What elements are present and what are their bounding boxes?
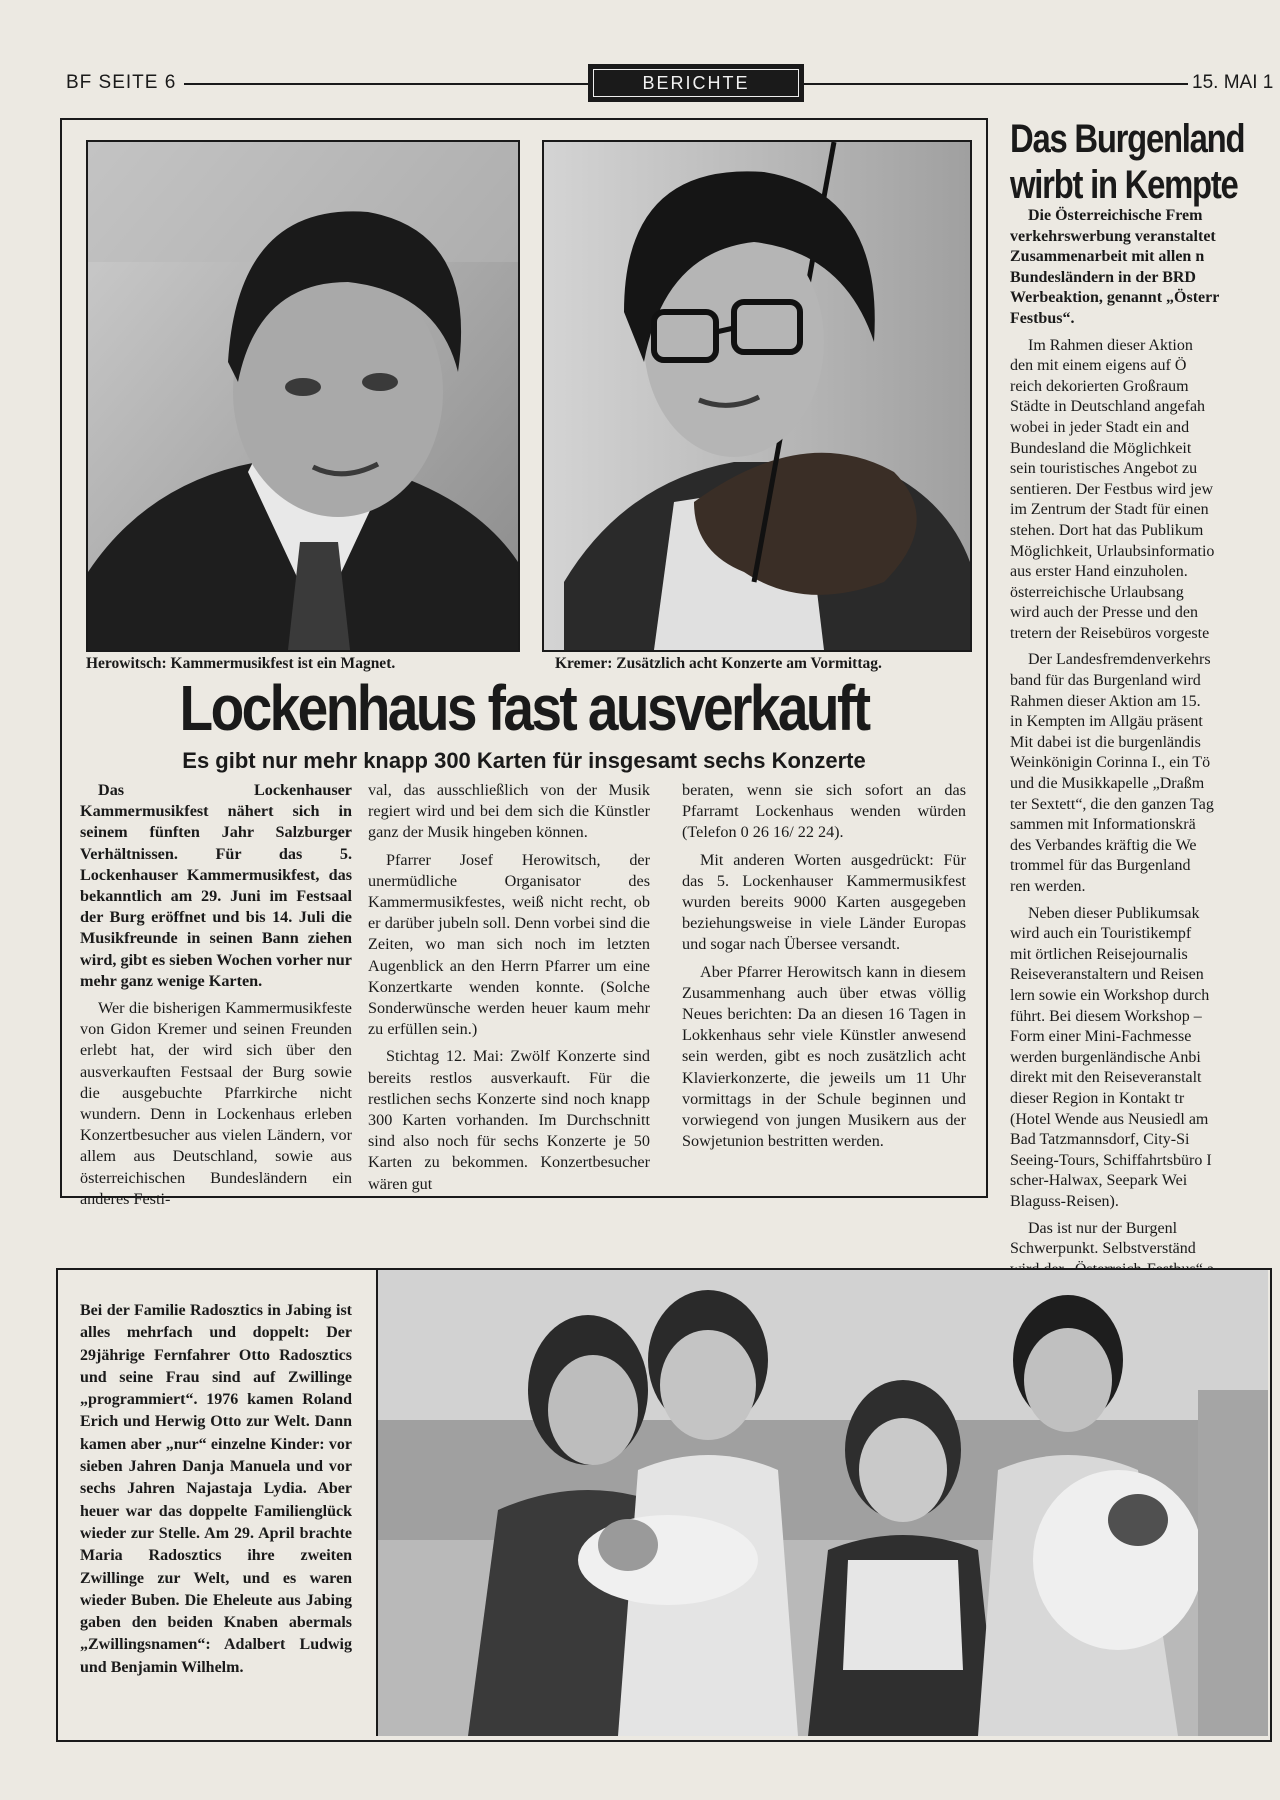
header-rule-left <box>184 83 588 85</box>
article-paragraph: val, das ausschließlich von der Musik regiert wird und bei dem sich die Künstler ganz der Musik hingeben können. <box>368 781 650 842</box>
text-line: Neben dieser Publikumsak <box>1028 904 1200 922</box>
text-line: Seeing-Tours, Schiffahrtsbüro I <box>1010 1151 1212 1169</box>
page-label: BF SEITE 6 <box>66 72 177 93</box>
text-line: Rahmen dieser Aktion am 15. <box>1010 692 1201 710</box>
text-line: direkt mit den Reiseveranstalt <box>1010 1069 1202 1087</box>
text-line: stehen. Dort hat das Publikum <box>1010 521 1204 539</box>
text-line: Werbeaktion, genannt „Österr <box>1010 289 1220 307</box>
text-line: Form einer Mini-Fachmesse <box>1010 1028 1192 1046</box>
text-line: Mit dabei ist die burgenländis <box>1010 733 1201 751</box>
text-line: wobei in jeder Stadt ein and <box>1010 418 1190 436</box>
text-line: Zusammenarbeit mit allen n <box>1010 248 1205 266</box>
text-line: Die Österreichische Frem <box>1028 207 1203 224</box>
text-line: ter Sextett“, die den ganzen Tag <box>1010 795 1214 813</box>
text-line: Schwerpunkt. Selbstverständ <box>1010 1240 1196 1258</box>
text-line: trommel für das Burgenland <box>1010 857 1191 875</box>
text-line: Bundesländern in der BRD <box>1010 268 1196 286</box>
text-line: sein touristisches Angebot zu <box>1010 460 1198 478</box>
text-line: des Verbandes kräftig die We <box>1010 836 1197 854</box>
text-line: aus erster Hand einzuholen. <box>1010 563 1188 581</box>
text-line: reich dekorierten Großraum <box>1010 377 1189 395</box>
text-line: in Kempten im Allgäu präsent <box>1010 713 1203 731</box>
text-line: wird auch ein Touristikempf <box>1010 925 1192 943</box>
text-line: führt. Bei diesem Workshop – <box>1010 1007 1202 1025</box>
text-line: Der Landesfremdenverkehrs <box>1028 651 1211 669</box>
photo-caption-herowitsch: Herowitsch: Kammermusikfest ist ein Magnet. <box>86 655 396 672</box>
article-paragraph: beraten, wenn sie sich sofort an das Pfarramt Lockenhaus wenden würden (Telefon 0 26 16/ 22 24). <box>682 781 966 842</box>
article-column-3 <box>682 780 966 1158</box>
text-line: sentieren. Der Festbus wird jew <box>1010 480 1214 498</box>
text-line: scher-Halwax, Seepark Wei <box>1010 1172 1188 1190</box>
portrait-photo-herowitsch <box>86 140 520 652</box>
portrait-photo-kremer-violin <box>542 140 972 652</box>
article-column-1 <box>80 780 352 1216</box>
side-paragraph <box>1010 650 1280 897</box>
side-article-body <box>1010 206 1280 1389</box>
text-line: wird auch der Presse und den <box>1010 604 1198 622</box>
header-rule-right <box>800 83 1188 85</box>
side-paragraph <box>1010 904 1280 1213</box>
text-line: mit örtlichen Reisejournalis <box>1010 945 1188 963</box>
section-label: BERICHTE <box>593 69 799 97</box>
text-line: Weinkönigin Corinna I., ein Tö <box>1010 754 1211 772</box>
text-line: werden burgenländische Anbi <box>1010 1048 1201 1066</box>
photo-caption-kremer: Kremer: Zusätzlich acht Konzerte am Vormittag. <box>555 655 882 672</box>
family-story-text <box>80 1300 352 1679</box>
side-headline <box>1010 116 1245 208</box>
side-headline-line: wirbt in Kempte <box>1010 163 1238 207</box>
text-line: band für das Burgenland wird <box>1010 672 1201 690</box>
text-line: Im Rahmen dieser Aktion <box>1028 336 1193 354</box>
text-line: Möglichkeit, Urlaubsinformatio <box>1010 542 1215 560</box>
text-line: Das ist nur der Burgenl <box>1028 1219 1178 1237</box>
side-headline-line: Das Burgenland <box>1010 117 1245 161</box>
text-line: Blaguss-Reisen). <box>1010 1192 1119 1210</box>
family-photo-children <box>376 1270 1268 1736</box>
article-paragraph: Pfarrer Josef Herowitsch, der unermüdliche Organisator des Kammermusikfestes, weiß nicht recht, ob er darüber jubeln soll. Denn vorbei sind die Zeiten, wo man sich noch im letzten Augenblick an den Herrn Pfarrer um eine Konzertkarte wenden konnte. (Solche Sonderwünsche werden heuer kaum mehr zu erfüllen sein.) <box>368 850 650 1039</box>
text-line: sammen mit Informationskrä <box>1010 816 1196 834</box>
text-line: Bundesland die Möglichkeit <box>1010 439 1192 457</box>
text-line: den mit einem eigens auf Ö <box>1010 357 1187 375</box>
text-line: ren werden. <box>1010 878 1086 895</box>
text-line: verkehrswerbung veranstaltet <box>1010 227 1216 245</box>
family-story-paragraph: Bei der Familie Radosztics in Jabing ist alles mehrfach und doppelt: Der 29jährige Fernfahrer Otto Radosztics und seine Frau sind auf Zwillinge „programmiert“. 1976 kamen Roland Erich und Herwig Otto zur Welt. Dann kamen aber „nur“ einzelne Kinder: vor sieben Jahren Danja Manuela und vor sechs Jahren Najastaja Lydia. Aber heuer war das doppelte Familienglück wieder zur Stelle. Am 29. April brachte Maria Radosztics ihre zweiten Zwillinge zur Welt, und es waren wieder Buben. Die Eheleute aus Jabing gaben den beiden Knaben abermals „Zwillingsnamen“: Adalbert Ludwig und Benjamin Wilhelm. <box>80 1302 352 1676</box>
section-banner <box>588 64 804 102</box>
article-column-2 <box>368 780 650 1201</box>
text-line: Festbus“. <box>1010 309 1075 327</box>
text-line: Städte in Deutschland angefah <box>1010 398 1206 416</box>
article-paragraph: Aber Pfarrer Herowitsch kann in diesem Zusammenhang auch über etwas völlig Neues berichten: Da an diesen 16 Tagen in Lokkenhaus sehr viele Künstler anwesend sein werden, gibt es noch zusätzlich acht Klavierkonzerte, die jeweils um 11 Uhr vormittags in der Schule beginnen und vorwiegend von jungen Musikern aus der Sowjetunion bestritten werden. <box>682 962 966 1151</box>
text-line: lern sowie ein Workshop durch <box>1010 986 1210 1004</box>
text-line: (Hotel Wende aus Neusiedl am <box>1010 1110 1209 1128</box>
text-line: im Zentrum der Stadt für einen <box>1010 501 1209 519</box>
text-line: Bad Tatzmannsdorf, City-Si <box>1010 1131 1190 1149</box>
text-line: und die Musikkapelle „Draßm <box>1010 775 1205 793</box>
side-paragraph <box>1010 336 1280 645</box>
main-subheadline: Es gibt nur mehr knapp 300 Karten für insgesamt sechs Konzerte <box>182 748 866 773</box>
text-line: österreichische Urlaubsang <box>1010 583 1184 601</box>
article-paragraph: Wer die bisherigen Kammermusikfeste von Gidon Kremer und seinen Freunden erlebt hat, der wird sich über den ausverkauften Festsaal der Burg sowie die ausgebuchte Pfarrkirche nicht wundern. Denn in Lockenhaus erleben Konzertbesucher aus vielen Ländern, vor allem aus Deutschland, sowie aus österreichischen Bundesländern ein anderes Festi- <box>80 999 352 1208</box>
text-line: tretern der Reisebüros vorgeste <box>1010 624 1210 642</box>
side-lead-paragraph <box>1010 206 1280 330</box>
text-line: Reiseveranstaltern und Reisen <box>1010 966 1204 984</box>
text-line: dieser Region in Kontakt tr <box>1010 1089 1185 1107</box>
issue-date: 15. MAI 1 <box>1192 72 1274 93</box>
main-headline: Lockenhaus fast ausverkauft <box>179 672 869 744</box>
article-lead-paragraph: Das Lockenhauser Kammermusikfest nähert sich in seinem fünften Jahr Salzburger Verhältnissen. Für das 5. Lockenhauser Kammermusikfest, das bekanntlich am 29. Juni im Festsaal der Burg eröffnet und bis 14. Juli die Musikfreunde in seinen Bann ziehen wird, gibt es sieben Wochen vorher nur mehr ganz wenige Karten. <box>80 781 352 990</box>
article-paragraph: Mit anderen Worten ausgedrückt: Für das 5. Lockenhauser Kammermusikfest wurden bereits 9000 Karten ausgegeben beziehungsweise in viele Länder Europas und sogar nach Übersee versandt. <box>682 850 966 954</box>
article-paragraph: Stichtag 12. Mai: Zwölf Konzerte sind bereits restlos ausverkauft. Für die restlichen sechs Konzerte sind noch knapp 300 Karten vorhanden. Im Durchschnitt sind also noch für sechs Konzerte je 50 Karten zu bekommen. Konzertbesucher wären gut <box>368 1047 650 1193</box>
